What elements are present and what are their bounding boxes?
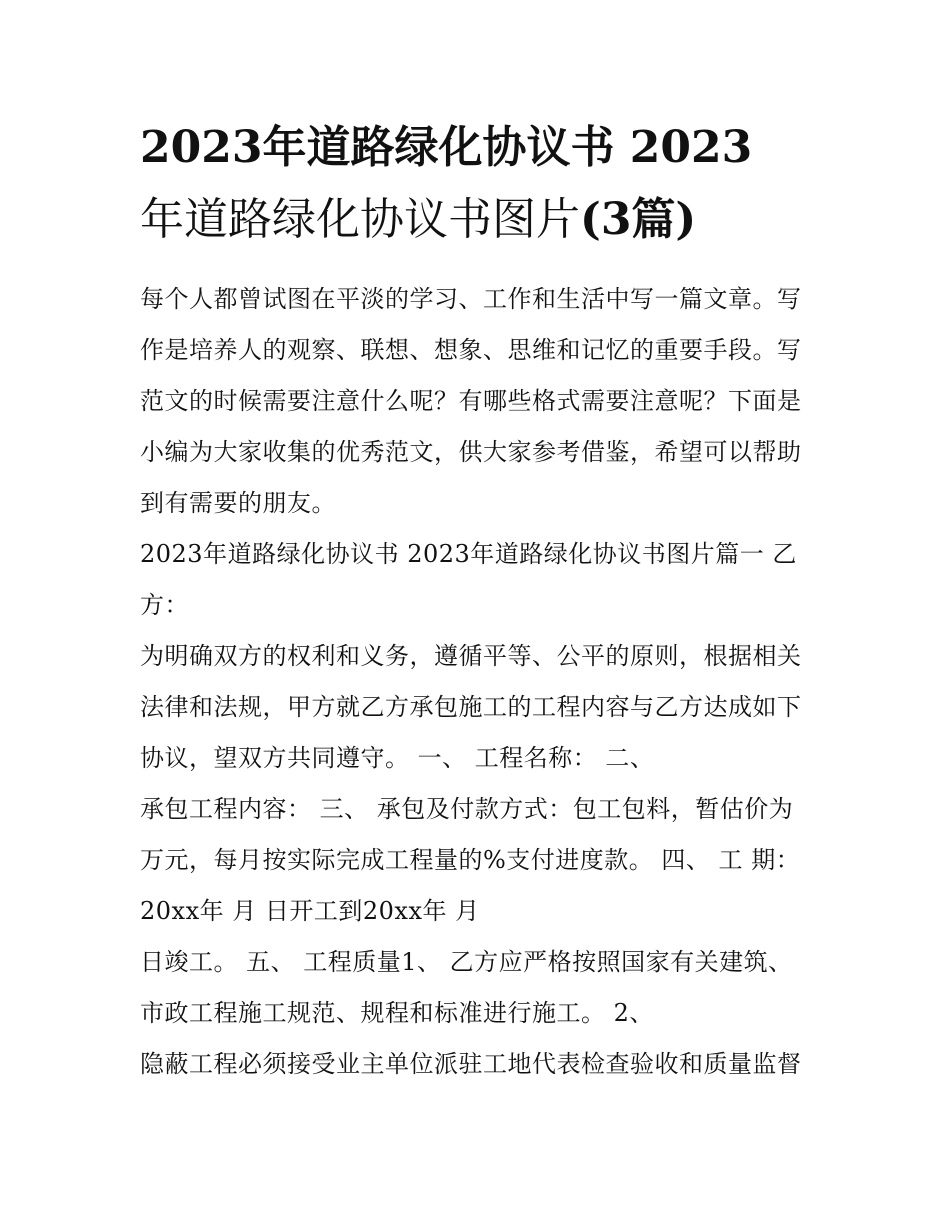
body-line: 日竣工。 五、 工程质量1、 乙方应严格按照国家有关建筑、 [140, 948, 793, 976]
intro-line: 每个人都曾试图在平淡的学习、工作和生活中写一篇文章。写 [140, 285, 802, 313]
section-heading-line: 2023年道路绿化协议书 2023年道路绿化协议书图片篇一 乙 [140, 540, 797, 568]
body-line: 万元，每月按实际完成工程量的%支付进度款。 四、 工 期： [140, 846, 801, 874]
agreement-body [140, 631, 812, 1090]
document-title [140, 112, 812, 256]
title-line-1 [140, 112, 812, 184]
title-line-2-count: (3篇) [580, 194, 697, 245]
intro-line: 到有需要的朋友。 [140, 489, 336, 517]
section-heading-line: 方： [140, 591, 189, 619]
body-line: 承包工程内容： 三、 承包及付款方式：包工包料，暂估价为 [140, 795, 794, 823]
body-line: 20xx年 月 日开工到20xx年 月 [140, 897, 480, 925]
intro-line: 范文的时候需要注意什么呢？有哪些格式需要注意呢？下面是 [140, 387, 802, 415]
title-line-2 [140, 184, 812, 256]
section-heading [140, 529, 812, 631]
document-content [140, 112, 812, 1090]
title-line-1-text: 2023年道路绿化协议书 2023 [140, 122, 753, 173]
body-line: 为明确双方的权利和义务，遵循平等、公平的原则，根据相关 [140, 642, 802, 670]
body-line: 隐蔽工程必须接受业主单位派驻工地代表检查验收和质量监督 [140, 1050, 802, 1078]
body-line: 市政工程施工规范、规程和标准进行施工。 2、 [140, 999, 654, 1027]
intro-line: 作是培养人的观察、联想、想象、思维和记忆的重要手段。写 [140, 336, 802, 364]
title-line-2-text: 年道路绿化协议书图片 [140, 194, 580, 245]
body-line: 法律和法规，甲方就乙方承包施工的工程内容与乙方达成如下 [140, 693, 802, 721]
intro-paragraph [140, 274, 812, 529]
body-line: 协议，望双方共同遵守。 一、 工程名称： 二、 [140, 744, 655, 772]
intro-line: 小编为大家收集的优秀范文，供大家参考借鉴，希望可以帮助 [140, 438, 802, 466]
